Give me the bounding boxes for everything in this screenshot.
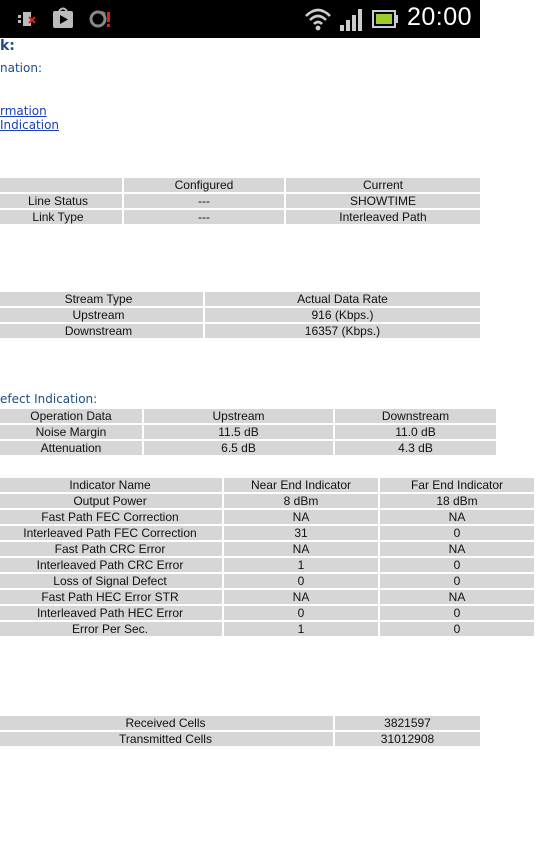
table-cell: 0 [224, 574, 378, 588]
sync-error-icon [88, 8, 112, 30]
table-row [0, 194, 480, 208]
table-cell: 3821597 [335, 716, 480, 730]
table-cell: NA [380, 542, 534, 556]
indicator-table [0, 476, 536, 638]
table-header: Current [286, 178, 480, 192]
table-row [0, 510, 534, 524]
table-cell: 0 [380, 606, 534, 620]
table-cell: NA [224, 590, 378, 604]
table-row [0, 494, 534, 508]
table-row [0, 425, 496, 439]
table-header: Indicator Name [0, 478, 222, 492]
table-header-row [0, 409, 496, 423]
table-cell: 0 [380, 574, 534, 588]
table-row [0, 542, 534, 556]
table-cell: NA [224, 510, 378, 524]
row-label: Interleaved Path HEC Error [0, 606, 222, 620]
table-cell: 916 (Kbps.) [205, 308, 480, 322]
status-bar [0, 0, 480, 38]
page-heading: k: [0, 38, 15, 54]
table-header: Actual Data Rate [205, 292, 480, 306]
table-row [0, 441, 496, 455]
battery-icon [372, 9, 400, 29]
table-cell: 31 [224, 526, 378, 540]
row-label: Received Cells [0, 716, 333, 730]
table-cell: NA [380, 590, 534, 604]
table-cell: 0 [380, 622, 534, 636]
row-label: Loss of Signal Defect [0, 574, 222, 588]
usb-debug-icon [16, 9, 38, 29]
operation-data-table [0, 407, 498, 457]
table-header-row [0, 292, 480, 306]
table-cell: --- [124, 210, 284, 224]
table-cell: Interleaved Path [286, 210, 480, 224]
table-row [0, 716, 480, 730]
table-header [0, 178, 122, 192]
row-label: Attenuation [0, 441, 142, 455]
table-cell: 6.5 dB [144, 441, 333, 455]
table-cell: 11.0 dB [335, 425, 496, 439]
table-cell: 0 [380, 526, 534, 540]
table-cell: 0 [224, 606, 378, 620]
link-indication[interactable]: Indication [0, 118, 60, 132]
row-label: Upstream [0, 308, 203, 322]
table-header: Downstream [335, 409, 496, 423]
clock: 20:00 [406, 3, 472, 31]
table-header: Far End Indicator [380, 478, 534, 492]
row-label: Link Type [0, 210, 122, 224]
row-label: Fast Path FEC Correction [0, 510, 222, 524]
table-row [0, 526, 534, 540]
row-label: Transmitted Cells [0, 732, 333, 746]
table-cell: 11.5 dB [144, 425, 333, 439]
table-header: Configured [124, 178, 284, 192]
table-header: Operation Data [0, 409, 142, 423]
table-cell: 16357 (Kbps.) [205, 324, 480, 338]
table-cell: 18 dBm [380, 494, 534, 508]
table-row [0, 606, 534, 620]
table-row [0, 574, 534, 588]
table-cell: SHOWTIME [286, 194, 480, 208]
table-header-row [0, 178, 480, 192]
row-label: Line Status [0, 194, 122, 208]
link-information[interactable]: rmation [0, 104, 47, 118]
table-cell: 1 [224, 558, 378, 572]
table-cell: NA [224, 542, 378, 556]
table-row [0, 622, 534, 636]
row-label: Downstream [0, 324, 203, 338]
table-row [0, 558, 534, 572]
defect-indication-label: efect Indication: [0, 392, 98, 406]
row-label: Interleaved Path CRC Error [0, 558, 222, 572]
table-cell: 0 [380, 558, 534, 572]
table-cell: 8 dBm [224, 494, 378, 508]
row-label: Output Power [0, 494, 222, 508]
table-row [0, 308, 480, 322]
cells-table [0, 714, 482, 748]
table-header: Stream Type [0, 292, 203, 306]
signal-icon [339, 8, 365, 32]
table-header: Near End Indicator [224, 478, 378, 492]
table-row [0, 590, 534, 604]
table-cell: --- [124, 194, 284, 208]
table-row [0, 732, 480, 746]
wifi-icon [304, 6, 332, 32]
table-row [0, 324, 480, 338]
table-cell: 4.3 dB [335, 441, 496, 455]
table-cell: 31012908 [335, 732, 480, 746]
page-subheading: nation: [0, 61, 42, 75]
table-header-row [0, 478, 534, 492]
row-label: Error Per Sec. [0, 622, 222, 636]
data-rate-table [0, 290, 482, 340]
line-status-table [0, 176, 482, 226]
table-row [0, 210, 480, 224]
row-label: Fast Path CRC Error [0, 542, 222, 556]
row-label: Fast Path HEC Error STR [0, 590, 222, 604]
play-store-icon [51, 6, 75, 30]
web-content[interactable] [0, 38, 504, 854]
row-label: Interleaved Path FEC Correction [0, 526, 222, 540]
table-cell: NA [380, 510, 534, 524]
table-header: Upstream [144, 409, 333, 423]
row-label: Noise Margin [0, 425, 142, 439]
table-cell: 1 [224, 622, 378, 636]
